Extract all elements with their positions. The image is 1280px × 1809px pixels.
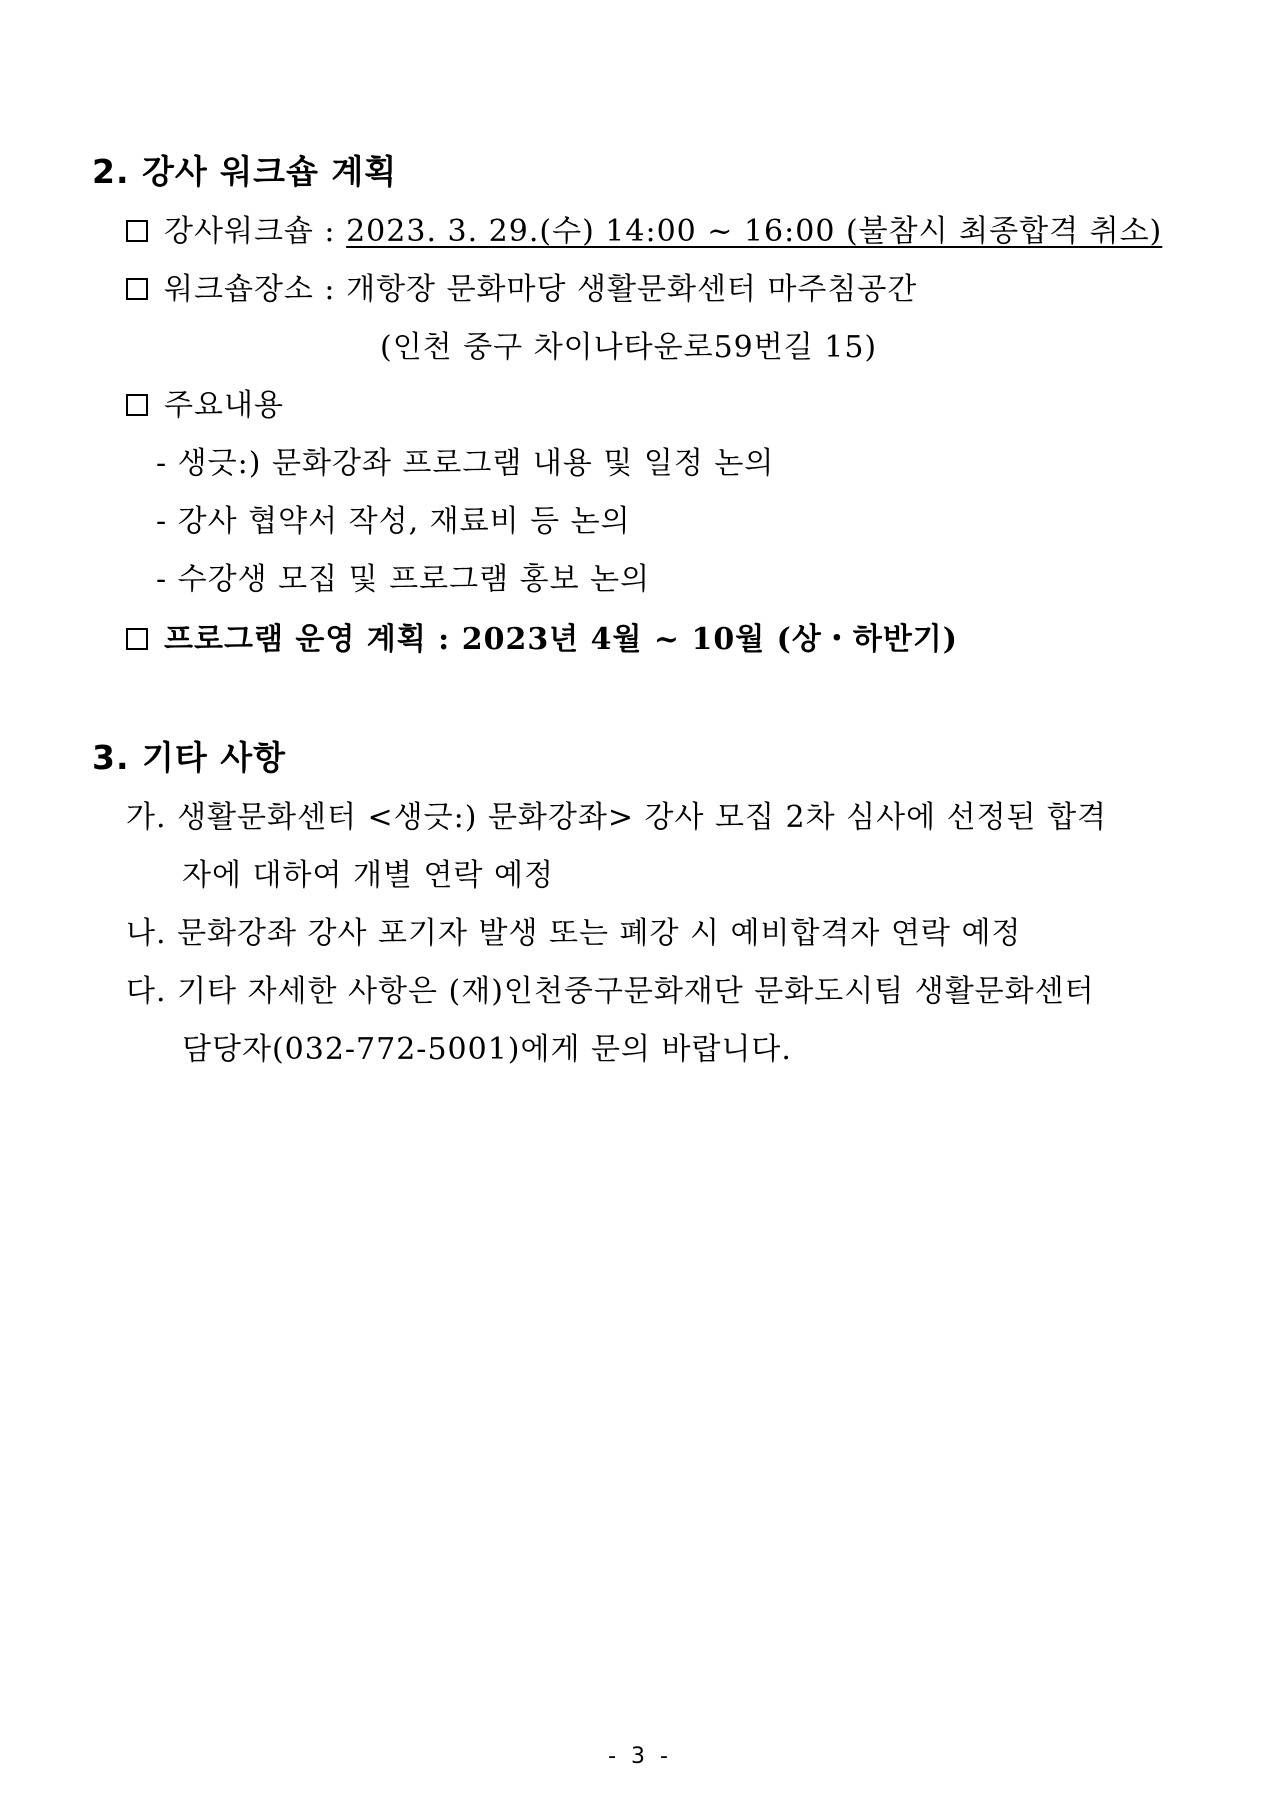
checkbox-square-icon (126, 628, 148, 650)
other-item-da (126, 966, 1095, 1010)
section-3-heading: 3. 기타 사항 (92, 738, 286, 777)
main-content-line (126, 380, 284, 424)
venue-label: 워크숍장소 : (164, 272, 347, 307)
item-marker: 다. (126, 974, 167, 1009)
other-item-da-continued: 담당자(032-772-5001)에게 문의 바랍니다. (182, 1032, 792, 1067)
other-item-ga (126, 792, 1107, 836)
main-content-item: - 생긋:) 문화강좌 프로그램 내용 및 일정 논의 (156, 446, 775, 481)
workshop-line (126, 206, 1162, 250)
item-marker: 나. (126, 916, 167, 951)
main-content-item: - 수강생 모집 및 프로그램 홍보 논의 (156, 562, 651, 597)
venue-address: (인천 중구 차이나타운로59번길 15) (380, 330, 878, 365)
other-item-na (126, 908, 1021, 952)
item-text: 생활문화센터 <생긋:) 문화강좌> 강사 모집 2차 심사에 선정된 합격 (177, 800, 1108, 835)
operation-plan-line (126, 614, 958, 658)
checkbox-square-icon (126, 220, 148, 242)
workshop-label: 강사워크숍 : (164, 214, 347, 249)
other-item-ga-continued: 자에 대하여 개별 연락 예정 (182, 858, 554, 893)
checkbox-square-icon (126, 278, 148, 300)
item-text: 문화강좌 강사 포기자 발생 또는 폐강 시 예비합격자 연락 예정 (177, 916, 1022, 951)
page-number: - 3 - (608, 1744, 672, 1769)
venue-name: 개항장 문화마당 생활문화센터 마주침공간 (346, 272, 918, 307)
item-marker: 가. (126, 800, 167, 835)
operation-plan-text: 프로그램 운영 계획 : 2023년 4월 ~ 10월 (상・하반기) (164, 622, 958, 657)
item-text: 기타 자세한 사항은 (재)인천중구문화재단 문화도시팀 생활문화센터 (177, 974, 1095, 1009)
venue-line (126, 264, 917, 308)
main-content-item: - 강사 협약서 작성, 재료비 등 논의 (156, 504, 631, 539)
section-2-heading: 2. 강사 워크숍 계획 (92, 152, 398, 191)
checkbox-square-icon (126, 394, 148, 416)
main-content-label: 주요내용 (164, 388, 284, 423)
workshop-date: 2023. 3. 29.(수) 14:00 ~ 16:00 (불참시 최종합격 취소) (346, 214, 1163, 249)
